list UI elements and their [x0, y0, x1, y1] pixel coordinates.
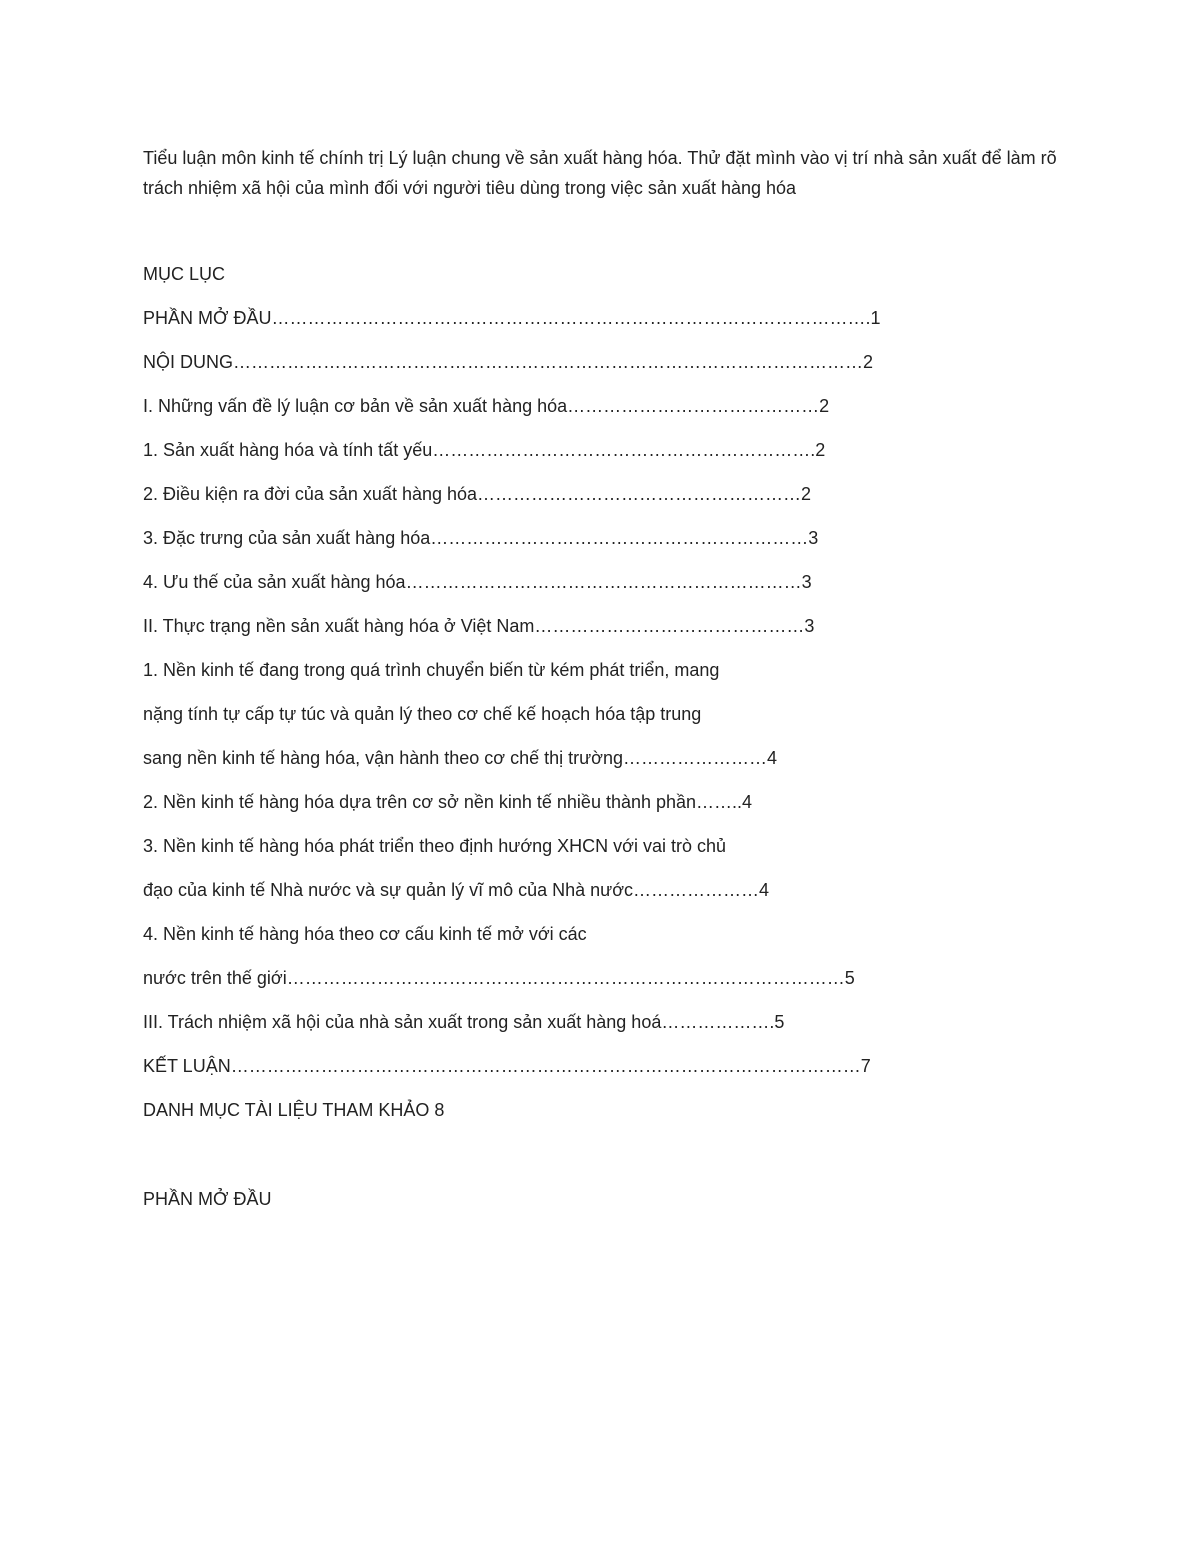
toc-entry: II. Thực trạng nền sản xuất hàng hóa ở Việt Nam………………………………………3 — [143, 616, 815, 636]
section-heading: PHẦN MỞ ĐẦU — [143, 1189, 272, 1209]
toc-entry: PHẦN MỞ ĐẦU……………………………………………………………………………………….1 — [143, 308, 881, 328]
toc-entry: 2. Nền kinh tế hàng hóa dựa trên cơ sở nền kinh tế nhiều thành phần……..4 — [143, 792, 753, 812]
document-title: Tiểu luận môn kinh tế chính trị Lý luận chung về sản xuất hàng hóa. Thử đặt mình vào vị trí nhà sản xuất để làm rõ trách nhiệm xã hội của mình đối với người tiêu dùng trong việc sản xuất hàng hóa — [143, 148, 1057, 198]
toc-entry: 4. Nền kinh tế hàng hóa theo cơ cấu kinh tế mở với các — [143, 924, 587, 944]
toc-entry: sang nền kinh tế hàng hóa, vận hành theo cơ chế thị trường……………………4 — [143, 748, 777, 768]
toc-entry: 3. Đặc trưng của sản xuất hàng hóa………………………………………………………3 — [143, 528, 819, 548]
toc-entry: NỘI DUNG……………………………………………………………………………………………2 — [143, 352, 874, 372]
toc-entry: 4. Ưu thế của sản xuất hàng hóa…………………………………………………………3 — [143, 572, 812, 592]
toc-heading: MỤC LỤC — [143, 264, 226, 284]
toc-entry: DANH MỤC TÀI LIỆU THAM KHẢO 8 — [143, 1100, 445, 1120]
toc-entry: 1. Nền kinh tế đang trong quá trình chuyển biến từ kém phát triển, mang — [143, 660, 720, 680]
toc-entry: 1. Sản xuất hàng hóa và tính tất yếu……………………………………………………….2 — [143, 440, 826, 460]
toc-entry: đạo của kinh tế Nhà nước và sự quản lý vĩ mô của Nhà nước…………………4 — [143, 880, 770, 900]
toc-entry: 2. Điều kiện ra đời của sản xuất hàng hóa………………………………………………2 — [143, 484, 812, 504]
toc-entry: 3. Nền kinh tế hàng hóa phát triển theo định hướng XHCN với vai trò chủ — [143, 836, 726, 856]
toc-entry: nặng tính tự cấp tự túc và quản lý theo cơ chế kế hoạch hóa tập trung — [143, 704, 702, 724]
toc-entry: KẾT LUẬN……………………………………………………………………………………………7 — [143, 1056, 871, 1076]
toc-entry: III. Trách nhiệm xã hội của nhà sản xuất trong sản xuất hàng hoá……………….5 — [143, 1012, 785, 1032]
toc-entry: nước trên thế giới…………………………………………………………………………………5 — [143, 968, 855, 988]
toc-entry: I. Những vấn đề lý luận cơ bản về sản xuất hàng hóa……………………………………2 — [143, 396, 830, 416]
